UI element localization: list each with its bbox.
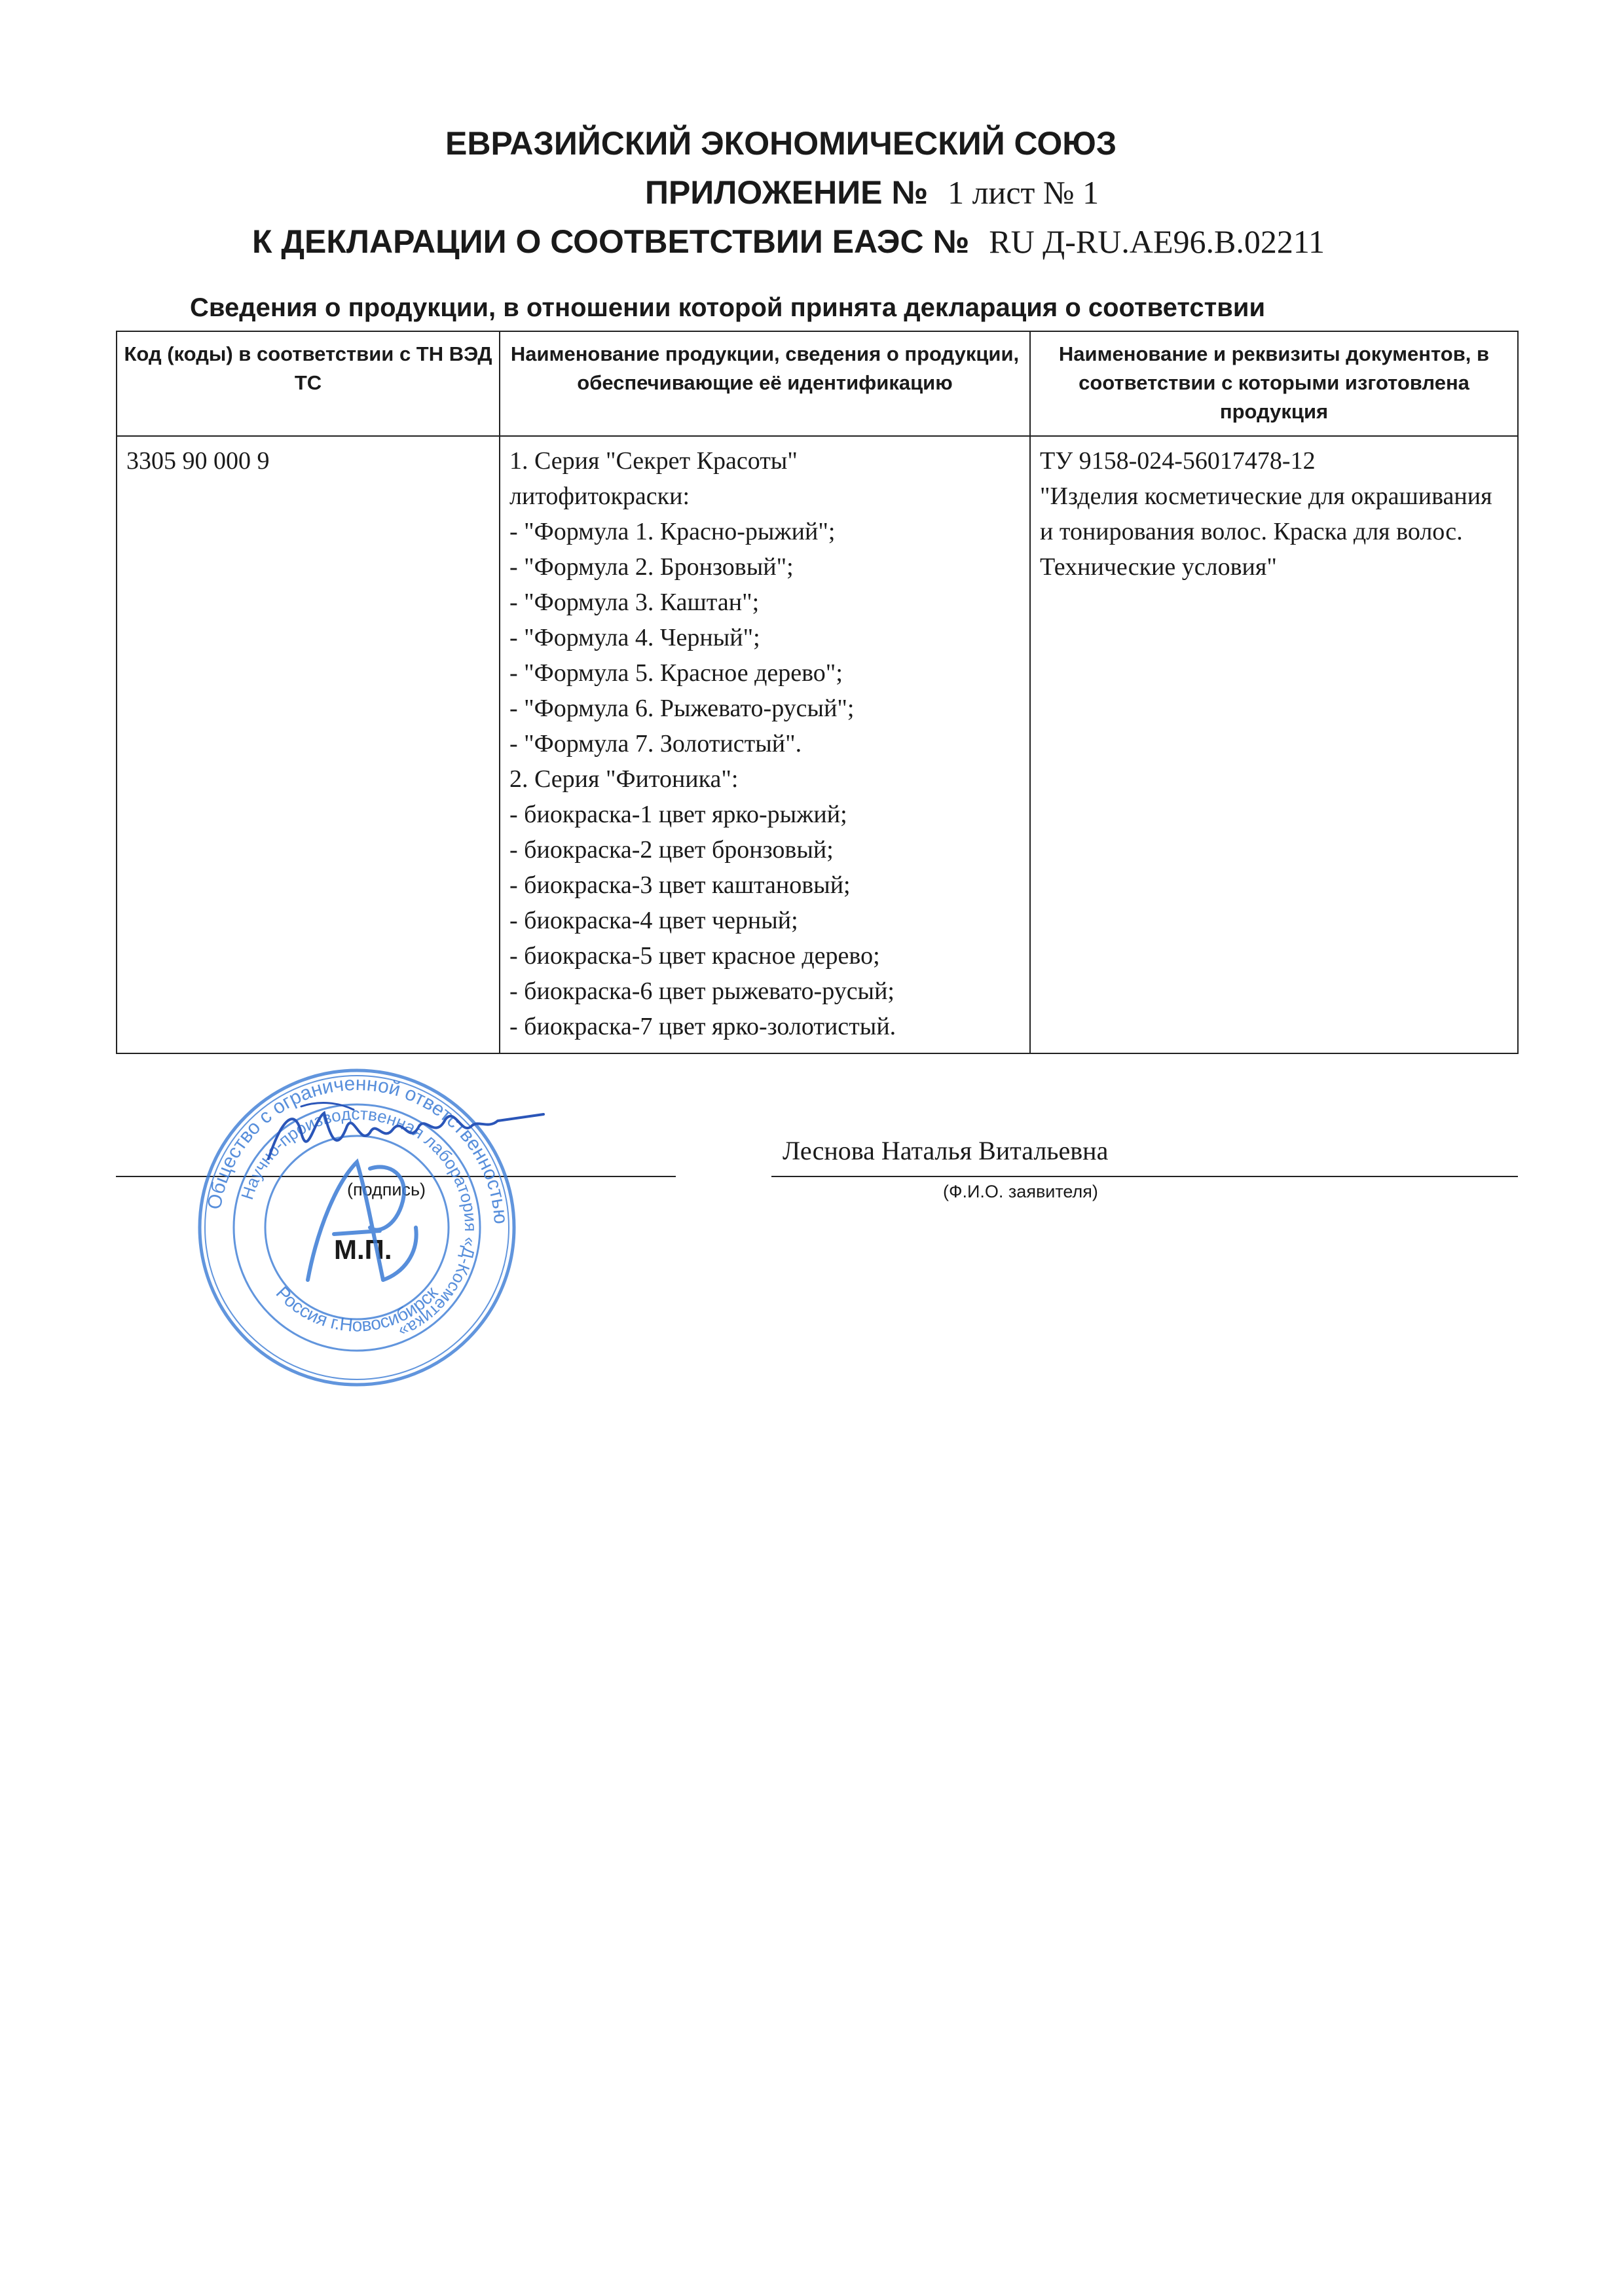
product-line: - биокраска-6 цвет рыжевато-русый; [509,977,895,1005]
name-caption: (Ф.И.О. заявителя) [943,1182,1098,1201]
document-title: "Изделия косметические для окрашивания и тонирования волос. Краска для волос. Технические условия" [1040,483,1492,581]
product-line: - биокраска-1 цвет ярко-рыжий; [509,801,847,828]
header-product: Наименование продукции, сведения о продукции, обеспечивающие её идентификацию [500,331,1030,436]
header-documents: Наименование и реквизиты документов, в соответствии с которыми изготовлена продукция [1030,331,1518,436]
product-line: литофитокраски: [509,483,690,510]
declaration-number: RU Д-RU.АЕ96.В.02211 [989,223,1325,260]
product-line: 1. Серия "Секрет Красоты" [509,447,798,475]
product-line: - "Формула 3. Каштан"; [509,589,760,616]
stamp-bottom-text: Россия г.Новосибирск [272,1282,442,1336]
declaration-line [252,223,1325,261]
union-title: ЕВРАЗИЙСКИЙ ЭКОНОМИЧЕСКИЙ СОЮЗ [445,125,1117,162]
table-title: Сведения о продукции, в отношении которой принята декларация о соответствии [190,293,1266,322]
product-line: - "Формула 6. Рыжевато-русый"; [509,695,855,722]
declaration-label: К ДЕКЛАРАЦИИ О СООТВЕТСТВИИ ЕАЭС № [252,223,970,260]
product-line: - "Формула 1. Красно-рыжий"; [509,518,836,545]
document-number: ТУ 9158-024-56017478-12 [1040,447,1316,475]
name-line [771,1176,1518,1177]
product-line: - биокраска-3 цвет каштановый; [509,871,851,899]
product-line: - биокраска-5 цвет красное дерево; [509,942,880,970]
product-line: 2. Серия "Фитоника": [509,765,739,793]
code-cell [117,436,500,1053]
product-line: - биокраска-2 цвет бронзовый; [509,836,834,864]
product-line: - "Формула 5. Красное дерево"; [509,659,843,687]
document-header [0,0,1624,275]
appendix-line [645,173,1099,211]
product-line: - биокраска-7 цвет ярко-золотистый. [509,1013,896,1040]
documents-cell [1030,436,1518,1053]
product-line: - "Формула 4. Черный"; [509,624,760,651]
table-header-row [117,331,1518,436]
handwritten-signature [262,1080,550,1198]
stamp-inner-text: Научно-производственная лаборатория «Д-Косметика» [237,1103,481,1343]
appendix-value: 1 лист № 1 [948,174,1099,211]
stamp-outer-text: Общество с ограниченной ответственностью [203,1072,512,1225]
header-code: Код (коды) в соответствии с ТН ВЭД ТС [117,331,500,436]
product-line: - биокраска-4 цвет черный; [509,907,798,934]
tn-ved-code: 3305 90 000 9 [126,447,270,475]
product-line: - "Формула 2. Бронзовый"; [509,553,794,581]
table-row [117,436,1518,1053]
product-table [116,331,1519,1054]
appendix-label: ПРИЛОЖЕНИЕ № [645,174,929,211]
product-line: - "Формула 7. Золотистый". [509,730,802,757]
product-cell [500,436,1030,1053]
seal-label: М.П. [334,1234,392,1265]
applicant-name: Леснова Наталья Витальевна [783,1136,1109,1165]
signature-caption: (подпись) [347,1180,426,1199]
